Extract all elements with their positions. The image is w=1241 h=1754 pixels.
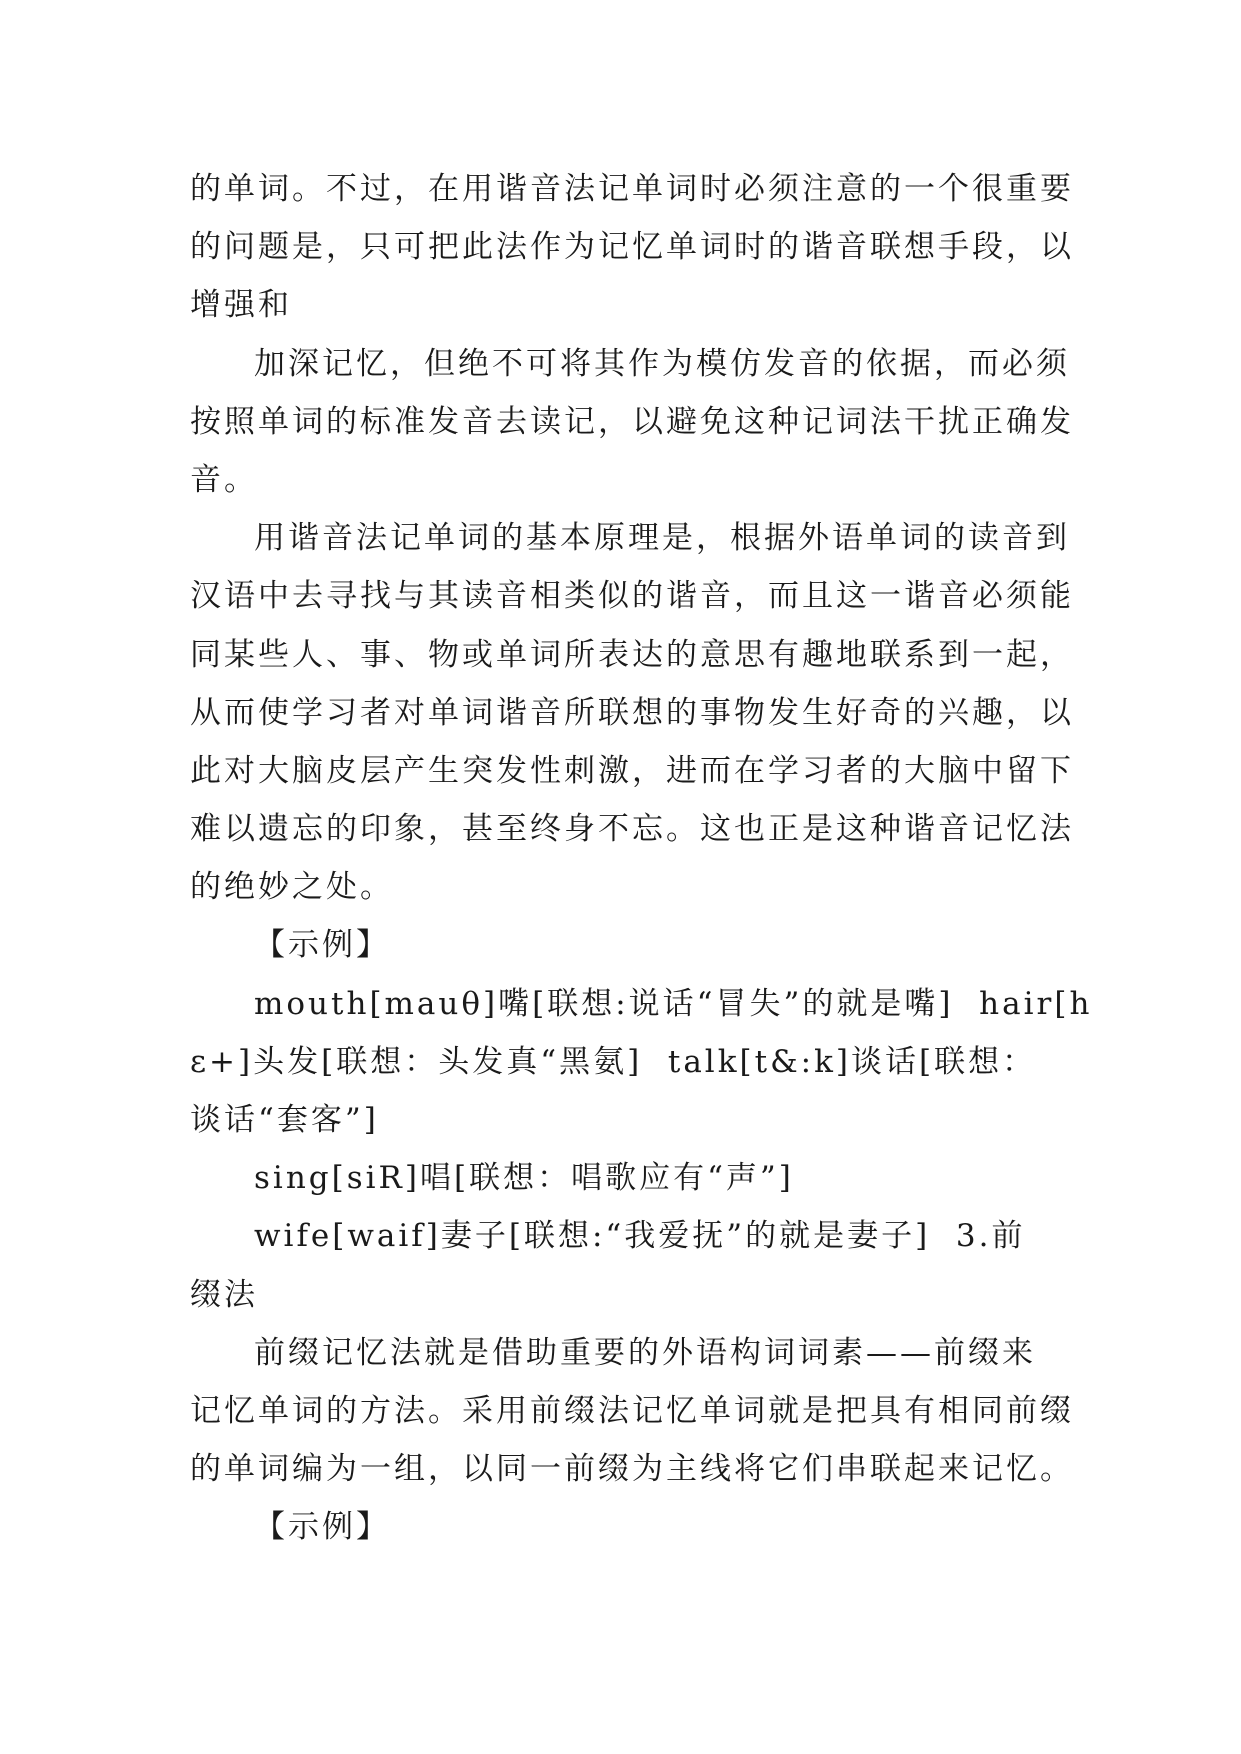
text-line: 按照单词的标准发音去读记，以避免这种记词法干扰正确发 bbox=[190, 403, 1074, 440]
text-line: 增强和 bbox=[190, 287, 292, 324]
text-line: 同某些人、事、物或单词所表达的意思有趣地联系到一起， bbox=[190, 636, 1074, 673]
text-line: 此对大脑皮层产生突发性刺激，进而在学习者的大脑中留下 bbox=[190, 752, 1074, 789]
text-line: 的问题是，只可把此法作为记忆单词时的谐音联想手段，以 bbox=[190, 229, 1074, 266]
text-line: 【示例】 bbox=[254, 927, 390, 964]
body-text bbox=[190, 160, 1093, 1557]
text-line: wife[waif]妻子[联想:“我爱抚”的就是妻子] 3.前 bbox=[254, 1218, 1026, 1255]
text-line: 的绝妙之处。 bbox=[190, 869, 394, 906]
text-line: 音。 bbox=[190, 461, 258, 498]
text-line: 记忆单词的方法。采用前缀法记忆单词就是把具有相同前缀 bbox=[190, 1392, 1074, 1429]
text-line: 从而使学习者对单词谐音所联想的事物发生好奇的兴趣，以 bbox=[190, 694, 1074, 731]
text-line: 加深记忆，但绝不可将其作为模仿发音的依据，而必须 bbox=[254, 345, 1070, 382]
text-line: ε+]头发[联想：头发真“黑氨] talk[t&:k]谈话[联想： bbox=[190, 1043, 1037, 1080]
text-line: 的单词编为一组，以同一前缀为主线将它们串联起来记忆。 bbox=[190, 1451, 1074, 1488]
text-line: 汉语中去寻找与其读音相类似的谐音，而且这一谐音必须能 bbox=[190, 578, 1074, 615]
text-line: sing[siR]唱[联想：唱歌应有“声”] bbox=[254, 1160, 794, 1197]
text-line: 难以遗忘的印象，甚至终身不忘。这也正是这种谐音记忆法 bbox=[190, 811, 1074, 848]
text-line: 【示例】 bbox=[254, 1509, 390, 1546]
text-line: 缀法 bbox=[190, 1276, 258, 1313]
text-line: 谈话“套客”] bbox=[190, 1102, 379, 1138]
text-line: mouth[mauθ]嘴[联想:说话“冒失”的就是嘴] hair[h bbox=[254, 985, 1093, 1022]
text-line: 用谐音法记单词的基本原理是，根据外语单词的读音到 bbox=[254, 520, 1070, 557]
text-line: 前缀记忆法就是借助重要的外语构词词素——前缀来 bbox=[254, 1334, 1036, 1371]
text-line: 的单词。不过，在用谐音法记单词时必须注意的一个很重要 bbox=[190, 171, 1074, 207]
